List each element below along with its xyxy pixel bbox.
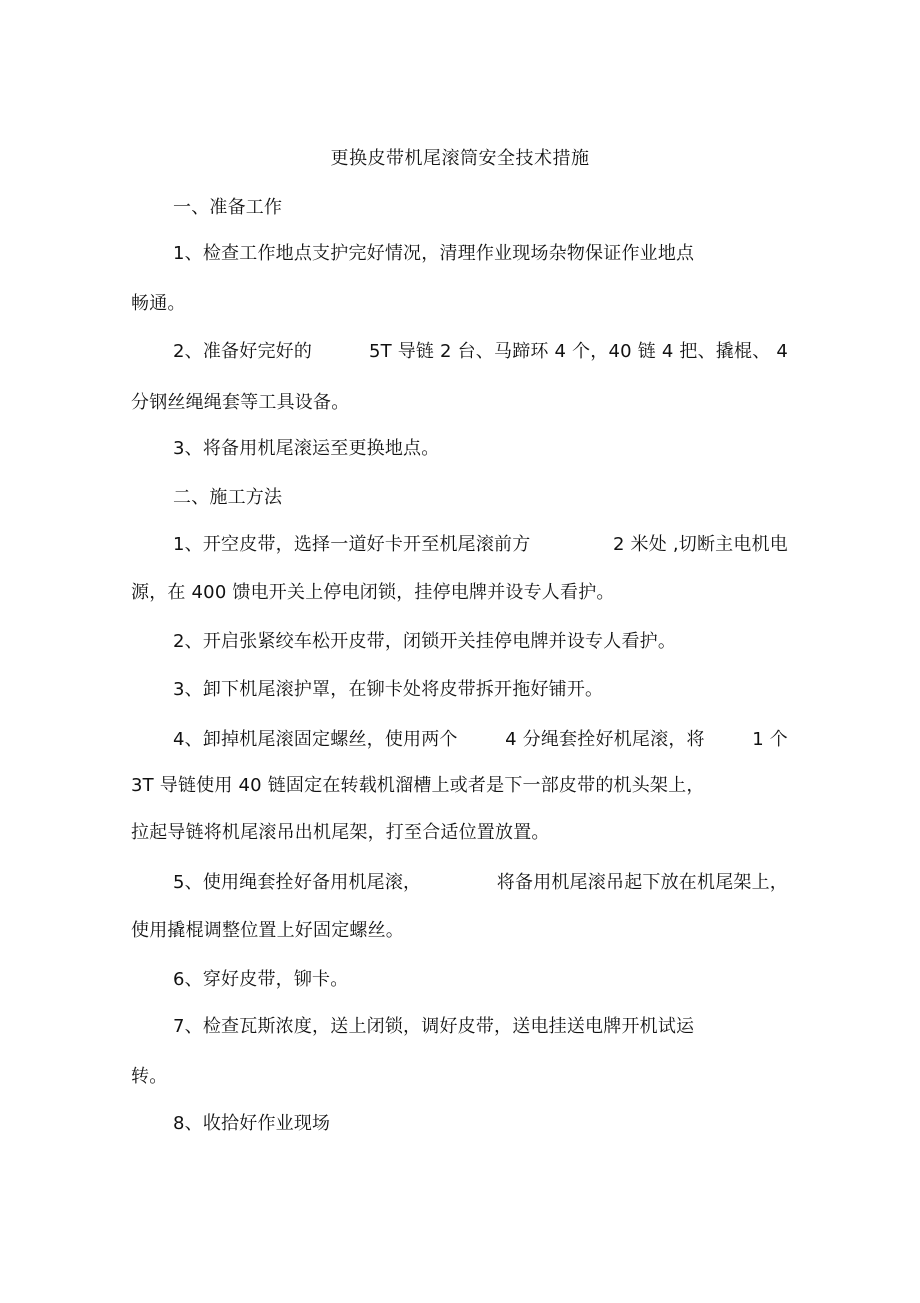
prep-item-2-text-b: 5T 导链 2 台、马蹄环 4 个，40 链 4 把、撬棍、 4 xyxy=(368,341,788,362)
method-item-7-line-2: 转。 xyxy=(131,1066,168,1087)
method-item-4-text-a: 4、卸掉机尾滚固定螺丝，使用两个 xyxy=(173,729,458,750)
method-item-7-line-1: 7、检查瓦斯浓度，送上闭锁，调好皮带，送电挂送电牌开机试运 xyxy=(173,1016,695,1037)
prep-item-2-line-2: 分钢丝绳绳套等工具设备。 xyxy=(131,392,350,413)
prep-item-1-line-2: 畅通。 xyxy=(131,293,186,314)
method-item-1-line-2: 源，在 400 馈电开关上停电闭锁，挂停电牌并设专人看护。 xyxy=(131,582,615,603)
prep-item-3: 3、将备用机尾滚运至更换地点。 xyxy=(173,438,440,459)
method-item-3: 3、卸下机尾滚护罩，在铆卡处将皮带拆开拖好铺开。 xyxy=(173,679,604,700)
method-item-2: 2、开启张紧绞车松开皮带，闭锁开关挂停电牌并设专人看护。 xyxy=(173,631,677,652)
method-item-5-line-2: 使用撬棍调整位置上好固定螺丝。 xyxy=(131,920,404,941)
method-item-4-line-2: 3T 导链使用 40 链固定在转载机溜槽上或者是下一部皮带的机头架上， xyxy=(131,775,705,796)
method-item-4-text-b: 4 分绳套拴好机尾滚，将 xyxy=(505,729,705,750)
section-heading-method: 二、施工方法 xyxy=(173,487,283,508)
prep-item-1-line-1: 1、检查工作地点支护完好情况，清理作业现场杂物保证作业地点 xyxy=(173,243,695,264)
method-item-5-text-a: 5、使用绳套拴好备用机尾滚， xyxy=(173,872,422,893)
prep-item-2-text-a: 2、准备好完好的 xyxy=(173,341,313,362)
method-item-5-line-1 xyxy=(173,871,788,895)
method-item-8: 8、收拾好作业现场 xyxy=(173,1113,331,1134)
section-heading-preparation: 一、准备工作 xyxy=(173,197,283,218)
method-item-4-line-3: 拉起导链将机尾滚吊出机尾架，打至合适位置放置。 xyxy=(131,822,550,843)
method-item-4-line-1 xyxy=(173,728,788,752)
method-item-5-text-b: 将备用机尾滚吊起下放在机尾架上， xyxy=(496,872,788,893)
document-title: 更换皮带机尾滚筒安全技术措施 xyxy=(330,148,590,169)
method-item-1-line-1 xyxy=(173,533,788,557)
prep-item-2-line-1 xyxy=(173,340,788,364)
method-item-6: 6、穿好皮带，铆卡。 xyxy=(173,969,349,990)
method-item-1-text-b: 2 米处 ,切断主电机电 xyxy=(612,534,788,555)
method-item-4-text-c: 1 个 xyxy=(752,729,788,750)
method-item-1-text-a: 1、开空皮带，选择一道好卡开至机尾滚前方 xyxy=(173,534,531,555)
